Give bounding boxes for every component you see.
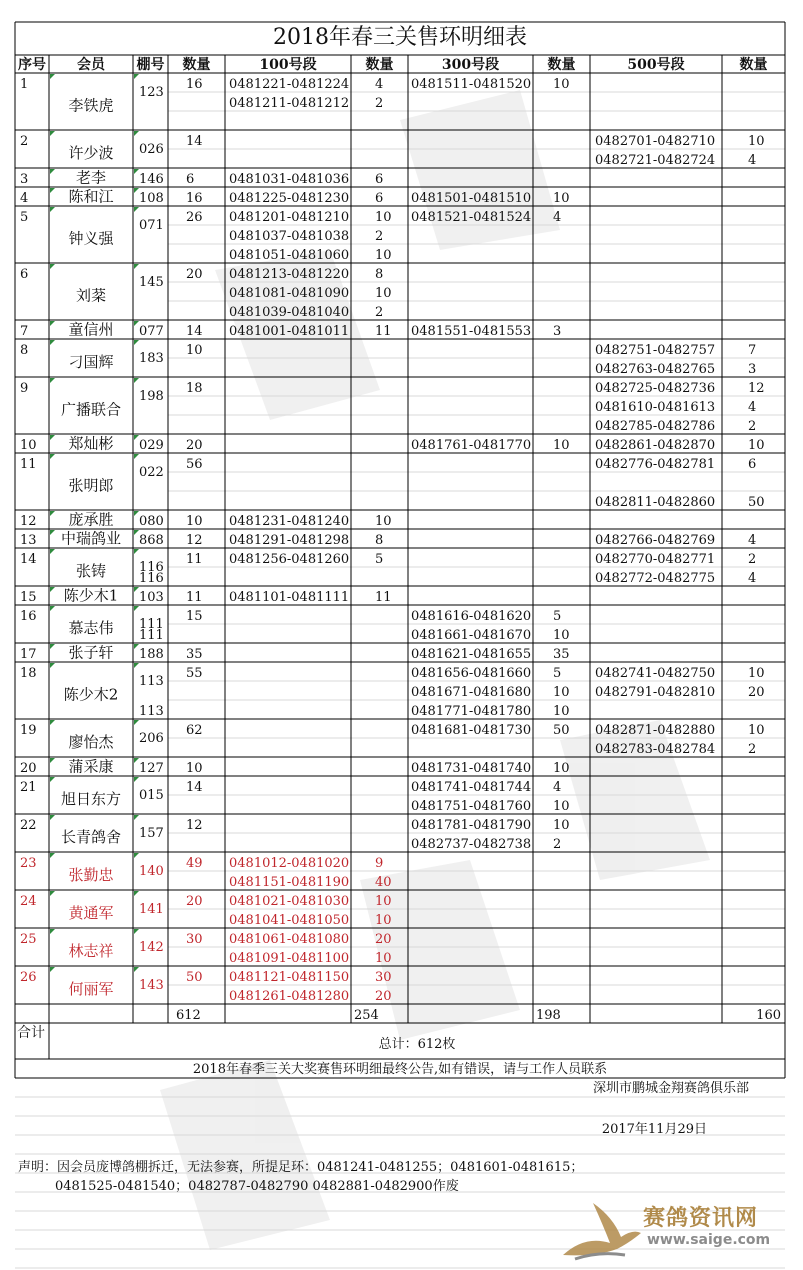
member-name: 许少波 — [68, 144, 114, 162]
qty-100: 2 — [375, 229, 384, 244]
band-range-100: 0481012-0481020 — [229, 856, 350, 871]
pen-number: 111 — [139, 628, 164, 643]
band-range-100: 0481101-0481111 — [229, 590, 350, 605]
comment-marker — [50, 264, 55, 269]
qty-500: 10 — [748, 438, 765, 453]
quantity: 14 — [186, 324, 203, 339]
band-range-300: 0481771-0481780 — [411, 704, 532, 719]
row-number: 23 — [20, 856, 37, 871]
member-name: 陈少木1 — [63, 586, 119, 605]
comment-marker — [50, 454, 55, 459]
qty-500: 2 — [748, 552, 757, 567]
sum-label: 合计 — [17, 1025, 45, 1041]
member-name: 郑灿彬 — [68, 434, 114, 453]
band-range-500: 0482776-0482781 — [595, 457, 716, 472]
row-number: 16 — [20, 609, 37, 624]
member-name: 钟义强 — [68, 229, 114, 248]
band-range-500: 0482701-0482710 — [595, 134, 716, 149]
band-range-100: 0481031-0481036 — [229, 172, 350, 187]
member-name: 童信州 — [68, 320, 114, 339]
comment-marker — [134, 264, 139, 269]
comment-marker — [50, 663, 55, 668]
qty-300: 10 — [553, 704, 570, 719]
band-range-100: 0481256-0481260 — [229, 552, 350, 567]
quantity: 18 — [186, 381, 203, 396]
qty-500: 12 — [748, 381, 765, 396]
row-number: 2 — [20, 134, 29, 149]
pen-number: 123 — [139, 85, 164, 100]
comment-marker — [50, 131, 55, 136]
comment-marker — [134, 853, 139, 858]
row-number: 14 — [20, 552, 37, 567]
quantity: 62 — [186, 723, 203, 738]
qty-100: 11 — [375, 324, 392, 339]
quantity: 20 — [186, 267, 203, 282]
quantity: 30 — [186, 932, 203, 947]
quantity: 35 — [186, 647, 203, 662]
band-range-500: 0482783-0482784 — [595, 742, 716, 757]
row-number: 21 — [20, 780, 37, 795]
comment-marker — [134, 74, 139, 79]
row-number: 11 — [20, 457, 37, 472]
band-range-100: 0481151-0481190 — [229, 875, 350, 890]
quantity: 6 — [186, 172, 195, 187]
quantity: 20 — [186, 894, 203, 909]
quantity: 49 — [186, 856, 203, 871]
row-number: 25 — [20, 932, 37, 947]
notice-date: 2017年11月29日 — [601, 1122, 707, 1137]
row-number: 9 — [20, 381, 29, 396]
qty-500: 2 — [748, 742, 757, 757]
pen-number: 080 — [139, 514, 164, 529]
comment-marker — [50, 169, 55, 174]
comment-marker — [50, 853, 55, 858]
row-number: 5 — [20, 210, 29, 225]
qty-300: 10 — [553, 799, 570, 814]
total-500: 160 — [756, 1008, 781, 1023]
qty-100: 40 — [375, 875, 392, 890]
member-name: 张子轩 — [68, 643, 114, 662]
pen-number: 146 — [139, 172, 164, 187]
qty-100: 10 — [375, 951, 392, 966]
band-range-100: 0481001-0481011 — [229, 324, 350, 339]
qty-100: 10 — [375, 210, 392, 225]
quantity: 14 — [186, 780, 203, 795]
band-range-300: 0481511-0481520 — [411, 77, 532, 92]
band-range-100: 0481091-0481100 — [229, 951, 350, 966]
quantity: 56 — [186, 457, 203, 472]
qty-300: 5 — [553, 666, 562, 681]
sheet-title: 2018年春三关售环明细表 — [273, 25, 527, 50]
pen-number: 113 — [139, 674, 164, 689]
quantity: 12 — [186, 533, 203, 548]
band-range-300: 0481671-0481680 — [411, 685, 532, 700]
row-number: 22 — [20, 818, 37, 833]
band-range-500: 0482770-0482771 — [595, 552, 716, 567]
member-name: 旭日东方 — [60, 790, 122, 808]
band-range-100: 0481041-0481050 — [229, 913, 350, 928]
band-range-500: 0482791-0482810 — [595, 685, 716, 700]
quantity: 50 — [186, 970, 203, 985]
band-range-300: 0481741-0481744 — [411, 780, 532, 795]
row-number: 6 — [20, 267, 29, 282]
quantity: 10 — [186, 761, 203, 776]
member-name: 陈少木2 — [63, 685, 119, 704]
row-number: 15 — [20, 590, 37, 605]
band-range-300: 0481656-0481660 — [411, 666, 532, 681]
band-range-500: 0482861-0482870 — [595, 438, 716, 453]
band-range-300: 0481681-0481730 — [411, 723, 532, 738]
row-number: 17 — [20, 647, 37, 662]
qty-100: 20 — [375, 932, 392, 947]
comment-marker — [134, 891, 139, 896]
column-header: 序号 — [18, 57, 46, 73]
band-range-500: 0482871-0482880 — [595, 723, 716, 738]
band-range-300: 0481501-0481510 — [411, 191, 532, 206]
band-range-100: 0481201-0481210 — [229, 210, 350, 225]
row-number: 20 — [20, 761, 37, 776]
member-name: 黄通军 — [68, 904, 114, 922]
declaration-line-1: 声明：因会员庞博鸽棚拆迁，无法参赛，所提足环：0481241-0481255；0481601-0481615； — [18, 1160, 584, 1175]
band-range-300: 0481751-0481760 — [411, 799, 532, 814]
pen-number: 103 — [139, 590, 164, 605]
total-100: 254 — [354, 1008, 379, 1023]
band-range-100: 0481225-0481230 — [229, 191, 350, 206]
quantity: 16 — [186, 77, 203, 92]
comment-marker — [134, 777, 139, 782]
band-range-500: 0482725-0482736 — [595, 381, 716, 396]
comment-marker — [134, 929, 139, 934]
band-range-300: 0481731-0481740 — [411, 761, 532, 776]
quantity: 16 — [186, 191, 203, 206]
total-qty: 612 — [176, 1008, 201, 1023]
comment-marker — [50, 587, 55, 592]
member-name: 张明郎 — [68, 476, 114, 495]
qty-500: 20 — [748, 685, 765, 700]
row-number: 18 — [20, 666, 37, 681]
row-number: 1 — [20, 77, 29, 92]
qty-500: 4 — [748, 153, 757, 168]
comment-marker — [50, 967, 55, 972]
comment-marker — [134, 549, 139, 554]
qty-500: 3 — [748, 362, 757, 377]
band-range-300: 0481521-0481524 — [411, 210, 532, 225]
band-range-500: 0482763-0482765 — [595, 362, 716, 377]
band-range-100: 0481221-0481224 — [229, 77, 350, 92]
qty-100: 6 — [375, 172, 384, 187]
row-number: 10 — [20, 438, 37, 453]
logo-url: www.saige.com — [647, 1232, 771, 1248]
quantity: 55 — [186, 666, 203, 681]
qty-300: 10 — [553, 818, 570, 833]
comment-marker — [134, 720, 139, 725]
qty-300: 10 — [553, 191, 570, 206]
pen-number: 022 — [139, 465, 164, 480]
member-name: 张勤忠 — [68, 866, 114, 884]
qty-500: 10 — [748, 723, 765, 738]
quantity: 11 — [186, 590, 203, 605]
band-range-100: 0481061-0481080 — [229, 932, 350, 947]
band-range-500: 0482751-0482757 — [595, 343, 716, 358]
qty-500: 7 — [748, 343, 757, 358]
comment-marker — [134, 606, 139, 611]
row-number: 3 — [20, 172, 29, 187]
pen-number: 029 — [139, 438, 164, 453]
saige-logo — [555, 1185, 800, 1265]
band-range-500: 0482721-0482724 — [595, 153, 716, 168]
column-header: 数量 — [547, 57, 576, 73]
member-name: 慕志伟 — [68, 619, 114, 637]
pen-number: 141 — [139, 902, 164, 917]
pen-number: 015 — [139, 788, 164, 803]
comment-marker — [134, 967, 139, 972]
column-header: 会员 — [77, 57, 105, 73]
pen-number: 188 — [139, 647, 164, 662]
pen-number: 026 — [139, 142, 164, 157]
band-range-100: 0481213-0481220 — [229, 267, 350, 282]
member-name: 老李 — [75, 168, 107, 187]
column-header: 100号段 — [259, 57, 317, 73]
band-range-100: 0481081-0481090 — [229, 286, 350, 301]
pen-number: 206 — [139, 731, 164, 746]
qty-100: 8 — [375, 267, 384, 282]
qty-300: 50 — [553, 723, 570, 738]
column-header: 500号段 — [627, 57, 685, 73]
pen-number: 140 — [139, 864, 164, 879]
band-range-100: 0481261-0481280 — [229, 989, 350, 1004]
qty-100: 9 — [375, 856, 384, 871]
qty-100: 2 — [375, 305, 384, 320]
member-name: 庞承胜 — [68, 510, 114, 529]
quantity: 14 — [186, 134, 203, 149]
comment-marker — [50, 530, 55, 535]
pen-number: 108 — [139, 191, 164, 206]
band-range-100: 0481121-0481150 — [229, 970, 350, 985]
comment-marker — [50, 549, 55, 554]
comment-marker — [50, 777, 55, 782]
qty-100: 4 — [375, 77, 384, 92]
qty-500: 4 — [748, 400, 757, 415]
member-name: 刘棻 — [75, 286, 107, 305]
comment-marker — [50, 606, 55, 611]
comment-marker — [50, 435, 55, 440]
comment-marker — [50, 815, 55, 820]
qty-100: 10 — [375, 248, 392, 263]
band-range-500: 0482811-0482860 — [595, 495, 716, 510]
qty-300: 3 — [553, 324, 562, 339]
qty-100: 10 — [375, 913, 392, 928]
member-name: 林志祥 — [68, 942, 114, 960]
pen-number: 145 — [139, 275, 164, 290]
qty-500: 10 — [748, 134, 765, 149]
qty-500: 4 — [748, 571, 757, 586]
qty-500: 2 — [748, 419, 757, 434]
row-number: 12 — [20, 514, 37, 529]
pen-number: 071 — [139, 218, 164, 233]
comment-marker — [50, 378, 55, 383]
comment-marker — [50, 720, 55, 725]
band-range-300: 0481761-0481770 — [411, 438, 532, 453]
notice-text: 2018年春季三关大奖赛售环明细最终公告,如有错误，请与工作人员联系 — [192, 1062, 608, 1077]
qty-100: 5 — [375, 552, 384, 567]
pen-number: 143 — [139, 978, 164, 993]
quantity: 26 — [186, 210, 203, 225]
logo-text: 赛鸽资讯网 — [643, 1206, 759, 1231]
row-number: 13 — [20, 533, 37, 548]
qty-300: 10 — [553, 77, 570, 92]
qty-500: 4 — [748, 533, 757, 548]
band-range-100: 0481037-0481038 — [229, 229, 350, 244]
row-number: 8 — [20, 343, 29, 358]
qty-100: 10 — [375, 286, 392, 301]
member-name: 陈和江 — [68, 187, 114, 206]
band-range-100: 0481051-0481060 — [229, 248, 350, 263]
comment-marker — [50, 74, 55, 79]
qty-500: 6 — [748, 457, 757, 472]
column-header: 300号段 — [441, 57, 500, 73]
qty-300: 10 — [553, 628, 570, 643]
member-name: 蒲采康 — [68, 757, 114, 776]
sum-text: 总计：612枚 — [378, 1037, 456, 1052]
band-range-100: 0481039-0481040 — [229, 305, 350, 320]
row-number: 19 — [20, 723, 37, 738]
pen-number: 183 — [139, 351, 164, 366]
pen-number: 142 — [139, 940, 164, 955]
qty-300: 10 — [553, 761, 570, 776]
qty-300: 35 — [553, 647, 570, 662]
pen-number: 111 — [139, 617, 164, 632]
comment-marker — [50, 891, 55, 896]
pen-number: 116 — [139, 560, 164, 575]
qty-300: 4 — [553, 780, 562, 795]
band-range-500: 0482785-0482786 — [595, 419, 716, 434]
band-range-300: 0482737-0482738 — [411, 837, 532, 852]
pen-number: 868 — [139, 533, 164, 548]
comment-marker — [134, 207, 139, 212]
column-header: 数量 — [182, 57, 211, 73]
member-name: 张铸 — [75, 562, 107, 580]
qty-300: 2 — [553, 837, 562, 852]
column-header: 数量 — [739, 57, 768, 73]
qty-100: 11 — [375, 590, 392, 605]
pen-number: 113 — [139, 704, 164, 719]
qty-300: 10 — [553, 438, 570, 453]
pen-number: 157 — [139, 826, 164, 841]
quantity: 15 — [186, 609, 203, 624]
club-name: 深圳市鹏城金翔赛鸽俱乐部 — [592, 1081, 749, 1096]
quantity: 11 — [186, 552, 203, 567]
quantity: 12 — [186, 818, 203, 833]
qty-300: 10 — [553, 685, 570, 700]
comment-marker — [50, 929, 55, 934]
band-range-300: 0481616-0481620 — [411, 609, 532, 624]
total-300: 198 — [536, 1008, 561, 1023]
pen-number: 198 — [139, 389, 164, 404]
row-number: 7 — [20, 324, 29, 339]
qty-100: 8 — [375, 533, 384, 548]
row-number: 24 — [20, 894, 37, 909]
comment-marker — [50, 758, 55, 763]
band-range-100: 0481291-0481298 — [229, 533, 350, 548]
declaration-line-2: 0481525-0481540；0482787-0482790 0482881-0482900作废 — [55, 1179, 459, 1194]
member-name: 中瑞鸽业 — [60, 529, 122, 548]
comment-marker — [50, 644, 55, 649]
band-range-300: 0481781-0481790 — [411, 818, 532, 833]
qty-100: 10 — [375, 514, 392, 529]
pen-number: 127 — [139, 761, 164, 776]
quantity: 10 — [186, 343, 203, 358]
comment-marker — [50, 207, 55, 212]
comment-marker — [134, 340, 139, 345]
qty-100: 10 — [375, 894, 392, 909]
member-name: 何丽军 — [68, 980, 114, 998]
row-number: 4 — [20, 191, 29, 206]
band-range-500: 0482772-0482775 — [595, 571, 716, 586]
band-range-100: 0481231-0481240 — [229, 514, 350, 529]
band-range-100: 0481211-0481212 — [229, 96, 350, 111]
band-range-500: 0482766-0482769 — [595, 533, 716, 548]
member-name: 廖怡杰 — [68, 733, 114, 751]
qty-100: 2 — [375, 96, 384, 111]
qty-500: 50 — [748, 495, 765, 510]
comment-marker — [50, 188, 55, 193]
member-name: 刁国辉 — [68, 353, 114, 371]
qty-500: 10 — [748, 666, 765, 681]
member-name: 长青鸽舍 — [60, 828, 122, 846]
pigeon-logo-icon — [555, 1185, 645, 1265]
band-range-100: 0481021-0481030 — [229, 894, 350, 909]
comment-marker — [134, 815, 139, 820]
comment-marker — [134, 663, 139, 668]
comment-marker — [50, 340, 55, 345]
band-range-500: 0481610-0481613 — [595, 400, 716, 415]
band-range-300: 0481621-0481655 — [411, 647, 532, 662]
band-range-300: 0481661-0481670 — [411, 628, 532, 643]
qty-100: 6 — [375, 191, 384, 206]
comment-marker — [134, 454, 139, 459]
qty-300: 4 — [553, 210, 562, 225]
comment-marker — [50, 511, 55, 516]
pen-number: 116 — [139, 571, 164, 586]
comment-marker — [134, 378, 139, 383]
member-name: 李铁虎 — [68, 96, 114, 115]
comment-marker — [134, 131, 139, 136]
band-range-500: 0482741-0482750 — [595, 666, 716, 681]
quantity: 10 — [186, 514, 203, 529]
comment-marker — [50, 321, 55, 326]
pen-number: 077 — [139, 324, 164, 339]
qty-300: 5 — [553, 609, 562, 624]
qty-100: 30 — [375, 970, 392, 985]
column-header: 数量 — [365, 57, 394, 73]
qty-100: 20 — [375, 989, 392, 1004]
quantity: 20 — [186, 438, 203, 453]
row-number: 26 — [20, 970, 37, 985]
column-header: 棚号 — [136, 57, 165, 73]
member-name: 广播联合 — [60, 400, 122, 419]
band-range-300: 0481551-0481553 — [411, 324, 532, 339]
